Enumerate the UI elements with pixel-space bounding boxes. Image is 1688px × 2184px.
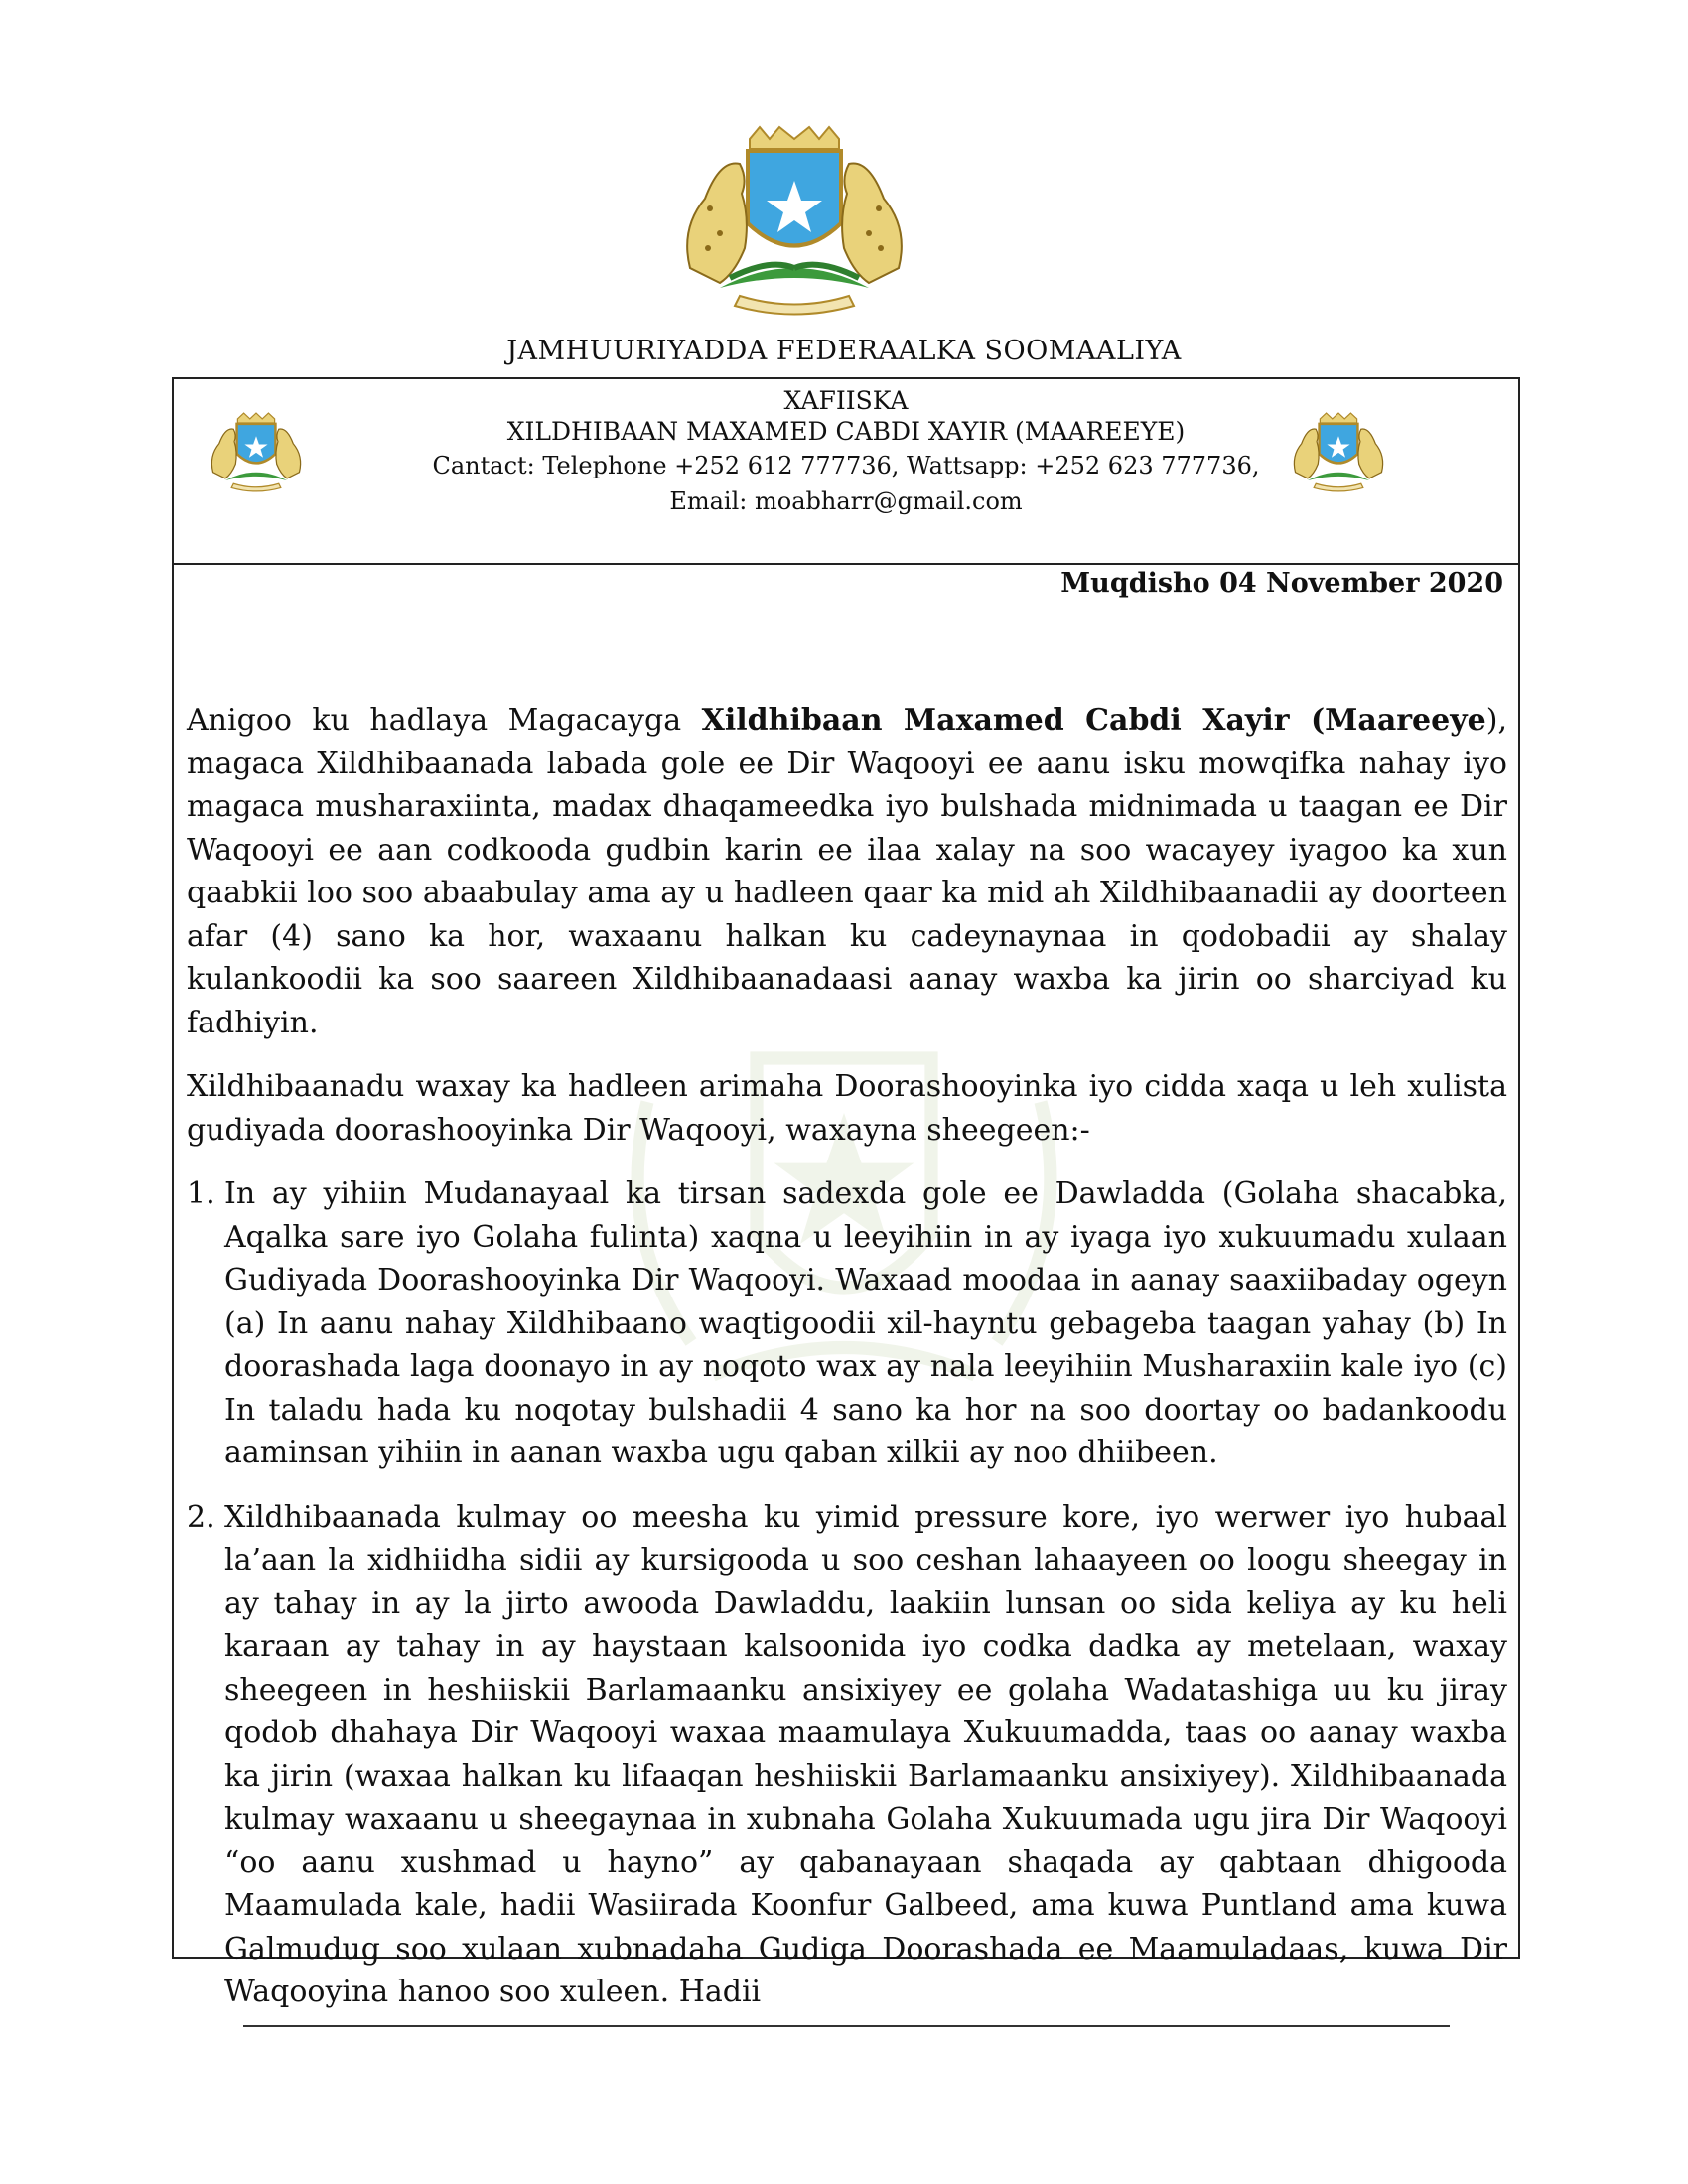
paragraph-topic: Xildhibaanadu waxay ka hadleen arimaha Doorashooyinka iyo cidda xaqa u leh xulista gudiyada doorashooyinka Dir Waqooyi, waxayna sheegeen:- — [187, 1069, 1507, 1148]
paragraph-intro-start: Anigoo ku hadlaya Magacayga — [187, 703, 702, 738]
signatory-name: Xildhibaan Maxamed Cabdi Xayir (Maareeye — [701, 703, 1486, 738]
letterhead-frame — [172, 377, 1520, 2009]
points-list — [187, 1172, 1507, 2014]
list-item-number: 2. — [187, 1499, 215, 1535]
office-holder-name: XILDHIBAAN MAXAMED CABDI XAYIR (MAAREEYE) — [506, 417, 1186, 446]
somalia-coat-of-arms-icon — [650, 119, 938, 318]
country-title: JAMHUURIYADDA FEDERAALKA SOOMAALIYA — [506, 336, 1182, 366]
somalia-coat-of-arms-icon — [1279, 402, 1398, 501]
email-line: Email: moabharr@gmail.com — [669, 487, 1023, 515]
footer-rule — [243, 2025, 1450, 2027]
letter-body — [187, 699, 1507, 2035]
list-item-number: 1. — [187, 1176, 215, 1211]
list-item-text: Xildhibaanada kulmay oo meesha ku yimid pressure kore, iyo werwer iyo hubaal la’aan la xidhiidha sidii ay kursigooda u soo ceshan lahaayeen oo loogu sheegay in ay tahay in ay la jirto awooda Dawladdu, laakiin lunsan oo sida keliya ay ku heli karaan ay tahay in ay haystaan kalsoonida iyo codka dadka ay metelaan, waxay sheegeen in heshiiskii Barlamaanku ansixiyey ee golaha Wadatashiga uu ku jiray qodob dhahaya Dir Waqooyi waxaa maamulaya Xukuumadda, taas oo aanay waxba ka jirin (waxaa halkan ku lifaaqan heshiiskii Barlamaanku ansixiyey). Xildhibaanada kulmay waxaanu u sheegaynaa in xubnaha Golaha Xukuumada ugu jira Dir Waqooyi “oo aanu xushmad u hayno” ay qabanayaan shaqada ay qabtaan dhigooda Maamulada kale, hadii Wasiirada Koonfur Galbeed, ama kuwa Puntland ama kuwa Galmudug soo xulaan xubnadaha Gudiga Doorashada ee Maamuladaas, kuwa Dir Waqooyina hanoo soo xuleen. Hadii — [224, 1499, 1507, 2009]
contact-line: Cantact: Telephone +252 612 777736, Wattsapp: +252 623 777736, — [432, 452, 1260, 479]
paragraph-intro — [187, 699, 1507, 1044]
list-item-text: In ay yihiin Mudanayaal ka tirsan sadexda gole ee Dawladda (Golaha shacabka, Aqalka sare iyo Golaha fulinta) xaqna u leeyihiin in ay iyaga iyo xukuumadu xulaan Gudiyada Doorashooyinka Dir Waqooyi. Waxaad moodaa in aanay saaxiibaday ogeyn (a) In aanu nahay Xildhibaano waqtigoodii xil-hayntu gebageba taagan yahay (b) In doorashada laga doonayo in ay noqoto wax ay nala leeyihiin Musharaxiin kale iyo (c) In taladu hada ku noqotay bulshadii 4 sano ka hor na soo doortay oo badankoodu aaminsan yihiin in aanan waxba ugu qaban xilkii ay noo dhiibeen. — [224, 1176, 1507, 1470]
date-line: Muqdisho 04 November 2020 — [1060, 568, 1503, 599]
office-label: XAFIISKA — [783, 386, 909, 415]
list-item — [187, 1496, 1507, 2014]
paragraph-intro-rest: ), magaca Xildhibaanada labada gole ee Dir Waqooyi ee aanu isku mowqifka nahay iyo magaca musharaxiinta, madax dhaqameedka iyo bulshada midnimada u taagan ee Dir Waqooyi ee aan codkooda gudbin karin ee ilaa xalay na soo wacayey iyagoo ka xun qaabkii loo soo abaabulay ama ay u hadleen qaar ka mid ah Xildhibaanadii ay doorteen afar (4) sano ka hor, waxaanu halkan ku cadeynaynaa in qodobadii ay shalay kulankoodii ka soo saareen Xildhibaanadaasi aanay waxba ka jirin oo sharciyad ku fadhiyin. — [187, 703, 1507, 1040]
somalia-coat-of-arms-icon — [197, 402, 316, 501]
list-item — [187, 1172, 1507, 1475]
